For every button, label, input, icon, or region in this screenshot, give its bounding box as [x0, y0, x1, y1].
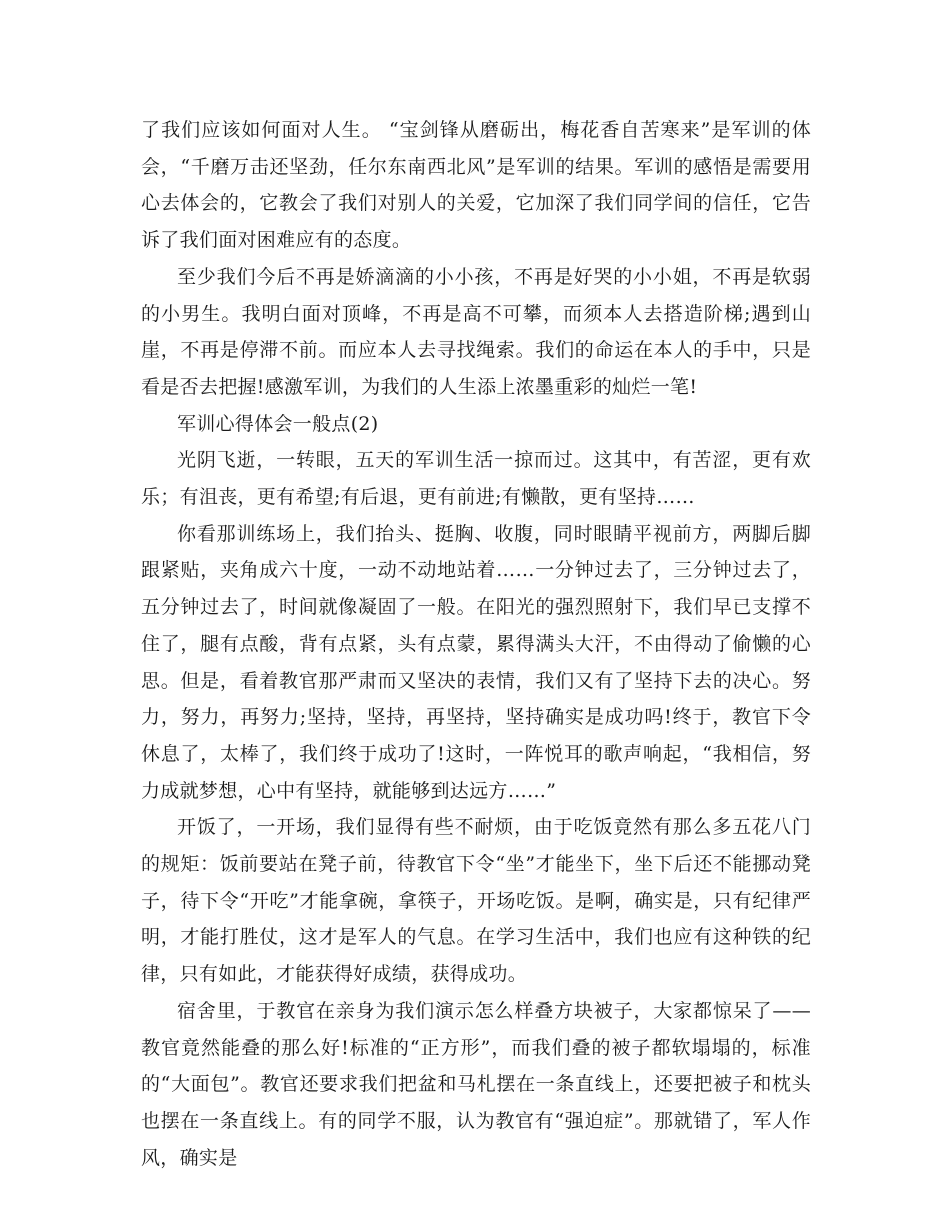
document-body — [141, 112, 811, 1176]
paragraph: 至少我们今后不再是娇滴滴的小小孩，不再是好哭的小小姐，不再是软弱的小男生。我明白面对顶峰，不再是高不可攀，而须本人去搭造阶梯;遇到山崖，不再是停滞不前。而应本人去寻找绳索。我们的命运在本人的手中，只是看是否去把握!感激军训，为我们的人生添上浓墨重彩的灿烂一笔! — [141, 265, 811, 398]
paragraph: 开饭了，一开场，我们显得有些不耐烦，由于吃饭竟然有那么多五花八门的规矩：饭前要站在凳子前，待教官下令“坐”才能坐下，坐下后还不能挪动凳子，待下令“开吃”才能拿碗，拿筷子，开场吃饭。是啊，确实是，只有纪律严明，才能打胜仗，这才是军人的气息。在学习生活中，我们也应有这种铁的纪律，只有如此，才能获得好成绩，获得成功。 — [141, 816, 811, 986]
paragraph: 了我们应该如何面对人生。 “宝剑锋从磨砺出，梅花香自苦寒来”是军训的体会，“千磨万击还坚劲，任尔东南西北风”是军训的结果。军训的感悟是需要用心去体会的，它教会了我们对别人的关爱，它加深了我们同学间的信任，它告诉了我们面对困难应有的态度。 — [141, 119, 811, 252]
paragraph: 你看那训练场上，我们抬头、挺胸、收腹，同时眼睛平视前方，两脚后脚跟紧贴，夹角成六十度，一动不动地站着……一分钟过去了，三分钟过去了，五分钟过去了，时间就像凝固了一般。在阳光的强烈照射下，我们早已支撑不住了，腿有点酸，背有点紧，头有点蒙，累得满头大汗，不由得动了偷懒的心思。但是，看着教官那严肃而又坚决的表情，我们又有了坚持下去的决心。努力，努力，再努力;坚持，坚持，再坚持，坚持确实是成功吗!终于，教官下令休息了，太棒了，我们终于成功了!这时，一阵悦耳的歌声响起，“我相信，努力成就梦想，心中有坚持，就能够到达远方……” — [141, 522, 811, 802]
paragraph: 宿舍里，于教官在亲身为我们演示怎么样叠方块被子，大家都惊呆了——教官竟然能叠的那么好!标准的“正方形”，而我们叠的被子都软塌塌的，标准的“大面包”。教官还要求我们把盆和马札摆在一条直线上，还要把被子和枕头也摆在一条直线上。有的同学不服，认为教官有“强迫症”。那就错了，军人作风，确实是 — [141, 999, 811, 1169]
section-heading: 军训心得体会一般点(2) — [177, 412, 379, 435]
paragraph: 光阴飞逝，一转眼，五天的军训生活一掠而过。这其中，有苦涩，更有欢乐；有沮丧，更有希望;有后退，更有前进;有懒散，更有坚持…… — [141, 449, 811, 509]
